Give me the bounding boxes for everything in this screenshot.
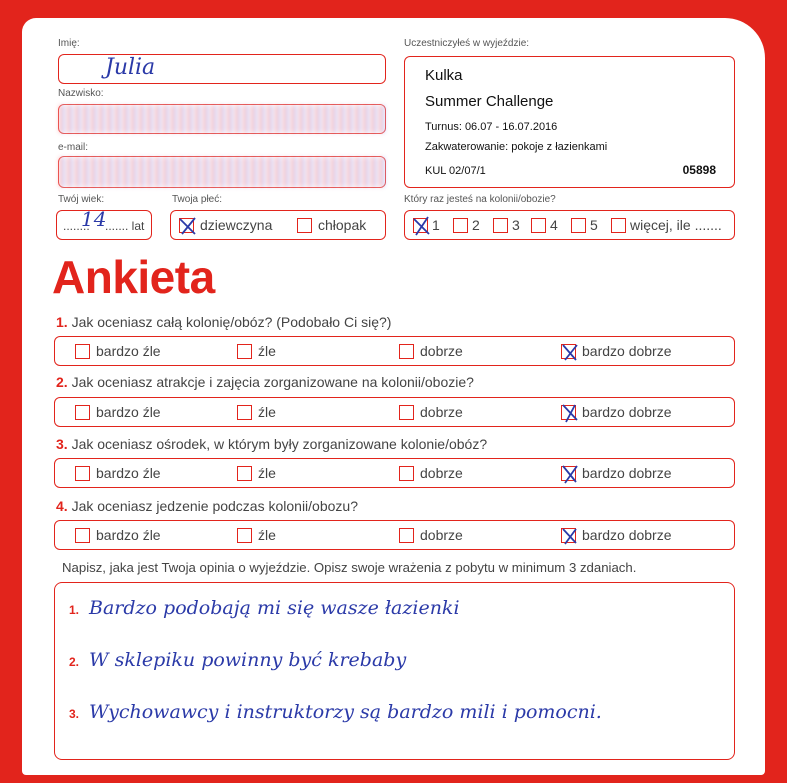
check-mark-icon bbox=[559, 341, 581, 363]
checkbox[interactable] bbox=[297, 218, 312, 233]
checkbox bbox=[237, 528, 252, 543]
checkbox[interactable] bbox=[493, 218, 508, 233]
checkbox bbox=[75, 405, 90, 420]
rating-option[interactable]: źle bbox=[237, 337, 276, 365]
trip-box bbox=[404, 56, 735, 188]
rating-option[interactable]: dobrze bbox=[399, 398, 463, 426]
times-option-more[interactable] bbox=[611, 217, 722, 233]
check-mark-icon bbox=[559, 525, 581, 547]
age-dots-before: ........ bbox=[63, 219, 90, 233]
checkbox[interactable] bbox=[453, 218, 468, 233]
rating-row-1 bbox=[54, 336, 735, 366]
name-label: Imię: bbox=[58, 38, 80, 49]
survey-sheet bbox=[22, 18, 765, 775]
gender-field bbox=[170, 210, 386, 240]
question-2: 2. Jak oceniasz atrakcje i zajęcia zorganizowane na kolonii/obozie? bbox=[56, 374, 474, 390]
rating-option[interactable]: dobrze bbox=[399, 459, 463, 487]
trip-turnus: Turnus: 06.07 - 16.07.2016 bbox=[425, 121, 558, 133]
checkbox bbox=[75, 466, 90, 481]
checkbox bbox=[237, 466, 252, 481]
checkbox bbox=[561, 466, 576, 481]
checkbox bbox=[561, 528, 576, 543]
email-field[interactable] bbox=[58, 156, 386, 188]
rating-option[interactable]: bardzo źle bbox=[75, 459, 161, 487]
email-label: e-mail: bbox=[58, 142, 89, 153]
rating-option-selected[interactable]: bardzo dobrze bbox=[561, 398, 672, 426]
checkbox[interactable] bbox=[179, 218, 194, 233]
checkbox bbox=[237, 405, 252, 420]
trip-line-1: Kulka bbox=[425, 67, 463, 84]
times-option-label: 5 bbox=[590, 217, 598, 233]
rating-option[interactable]: dobrze bbox=[399, 521, 463, 549]
redaction-mask bbox=[59, 105, 385, 133]
trip-number: 05898 bbox=[682, 163, 716, 177]
question-1: 1. Jak oceniasz całą kolonię/obóz? (Podobało Ci się?) bbox=[56, 314, 392, 330]
check-mark-icon bbox=[559, 402, 581, 424]
times-option-3[interactable] bbox=[493, 217, 520, 233]
checkbox[interactable] bbox=[611, 218, 626, 233]
rating-row-4 bbox=[54, 520, 735, 550]
rating-option[interactable]: bardzo źle bbox=[75, 398, 161, 426]
check-mark-icon bbox=[559, 463, 581, 485]
rating-option-selected[interactable]: bardzo dobrze bbox=[561, 337, 672, 365]
opinion-line-1: 1. Bardzo podobają mi się wasze łazienki bbox=[69, 597, 460, 619]
times-option-label: więcej, ile ....... bbox=[630, 217, 722, 233]
checkbox bbox=[561, 344, 576, 359]
opinion-box[interactable] bbox=[54, 582, 735, 760]
age-label: Twój wiek: bbox=[58, 194, 105, 205]
times-option-5[interactable] bbox=[571, 217, 598, 233]
page-title: Ankieta bbox=[52, 251, 215, 303]
surname-field[interactable] bbox=[58, 104, 386, 134]
name-value: Julia bbox=[105, 55, 156, 80]
checkbox bbox=[561, 405, 576, 420]
checkbox[interactable] bbox=[413, 218, 428, 233]
opinion-line-2: 2. W sklepiku powinny być krebaby bbox=[69, 649, 407, 671]
times-option-2[interactable] bbox=[453, 217, 480, 233]
checkbox bbox=[75, 528, 90, 543]
rating-option-selected[interactable]: bardzo dobrze bbox=[561, 521, 672, 549]
rating-option[interactable]: źle bbox=[237, 459, 276, 487]
check-mark-icon bbox=[177, 215, 199, 237]
checkbox bbox=[75, 344, 90, 359]
opinion-prompt: Napisz, jaka jest Twoja opinia o wyjeździe. Opisz swoje wrażenia z pobytu w minimum 3 zdaniach. bbox=[62, 560, 637, 575]
rating-row-2 bbox=[54, 397, 735, 427]
question-3: 3. Jak oceniasz ośrodek, w którym były zorganizowane kolonie/obóz? bbox=[56, 436, 488, 452]
checkbox bbox=[237, 344, 252, 359]
check-mark-icon bbox=[411, 215, 433, 237]
times-field bbox=[404, 210, 735, 240]
trip-accommodation: Zakwaterowanie: pokoje z łazienkami bbox=[425, 141, 608, 153]
trip-code: KUL 02/07/1 bbox=[425, 165, 486, 177]
checkbox bbox=[399, 466, 414, 481]
trip-line-2: Summer Challenge bbox=[425, 93, 554, 110]
rating-option[interactable]: źle bbox=[237, 521, 276, 549]
times-option-label: 4 bbox=[550, 217, 558, 233]
checkbox bbox=[399, 405, 414, 420]
gender-option-label: dziewczyna bbox=[200, 217, 273, 233]
age-field[interactable] bbox=[56, 207, 152, 240]
checkbox bbox=[399, 528, 414, 543]
rating-option[interactable]: dobrze bbox=[399, 337, 463, 365]
rating-option[interactable]: bardzo źle bbox=[75, 521, 161, 549]
trip-label: Uczestniczyłeś w wyjeździe: bbox=[404, 38, 530, 49]
age-value: 14 bbox=[81, 207, 107, 231]
checkbox[interactable] bbox=[531, 218, 546, 233]
times-label: Który raz jesteś na kolonii/obozie? bbox=[404, 194, 556, 205]
question-4: 4. Jak oceniasz jedzenie podczas kolonii/obozu? bbox=[56, 498, 358, 514]
name-field[interactable] bbox=[58, 54, 386, 84]
rating-option[interactable]: bardzo źle bbox=[75, 337, 161, 365]
times-option-label: 3 bbox=[512, 217, 520, 233]
checkbox[interactable] bbox=[571, 218, 586, 233]
gender-option-boy[interactable] bbox=[297, 217, 366, 233]
surname-label: Nazwisko: bbox=[58, 88, 104, 99]
rating-row-3 bbox=[54, 458, 735, 488]
opinion-line-3: 3. Wychowawcy i instruktorzy są bardzo mili i pomocni. bbox=[69, 701, 602, 723]
times-option-label: 2 bbox=[472, 217, 480, 233]
times-option-4[interactable] bbox=[531, 217, 558, 233]
times-option-label: 1 bbox=[432, 217, 440, 233]
gender-option-label: chłopak bbox=[318, 217, 367, 233]
rating-option-selected[interactable]: bardzo dobrze bbox=[561, 459, 672, 487]
redaction-mask bbox=[59, 157, 385, 187]
times-option-1[interactable] bbox=[413, 217, 440, 233]
age-unit: ....... lat bbox=[105, 219, 145, 233]
checkbox bbox=[399, 344, 414, 359]
gender-option-girl[interactable] bbox=[179, 217, 272, 233]
gender-label: Twoja płeć: bbox=[172, 194, 223, 205]
rating-option[interactable]: źle bbox=[237, 398, 276, 426]
